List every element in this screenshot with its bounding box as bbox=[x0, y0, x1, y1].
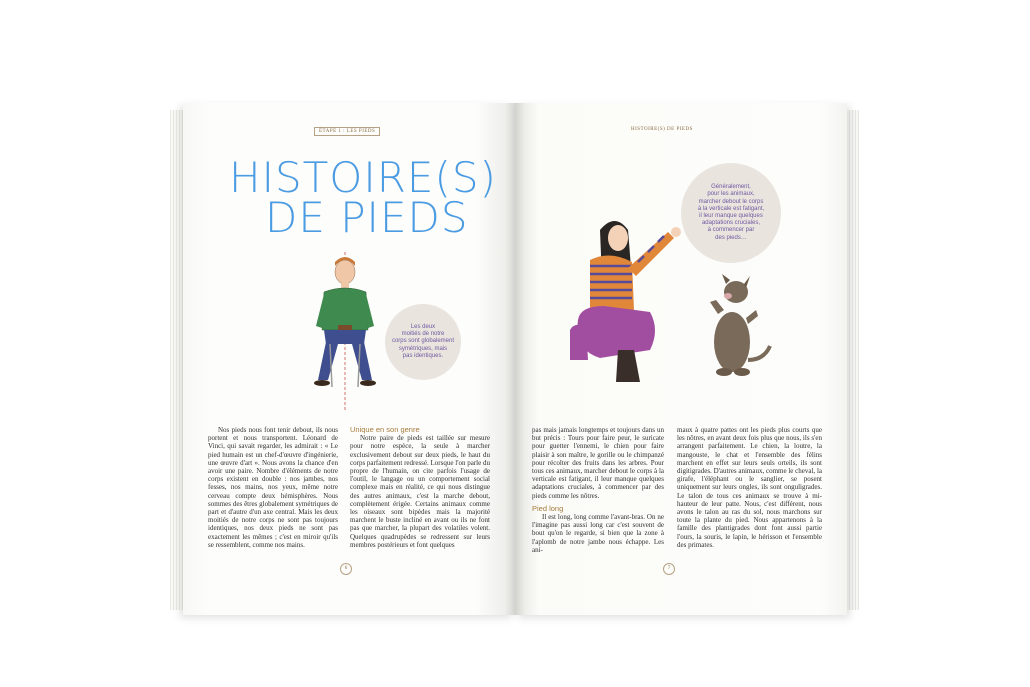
right-speech-bubble bbox=[681, 163, 781, 263]
bubble-line: à commencer par bbox=[707, 227, 755, 234]
body-paragraph: Il est long, long comme l'avant-bras. On ne l'imagine pas aussi long car c'est souvent de bout qu'on le regarde, si bien que la zone à l'aplomb de notre jambe nous échappe. Les ani- bbox=[532, 513, 664, 554]
left-column-1 bbox=[208, 426, 338, 549]
right-column-1 bbox=[532, 426, 664, 554]
bubble-line: marcher debout le corps bbox=[698, 198, 764, 205]
page-number-left: 6 bbox=[340, 563, 352, 575]
page-edges-left bbox=[170, 110, 184, 610]
dog-figure bbox=[710, 274, 770, 376]
bubble-line: adaptations cruciales, bbox=[701, 220, 761, 227]
bubble-line: il leur manque quelques bbox=[699, 213, 763, 219]
body-paragraph: pas mais jamais longtemps et toujours dans un but précis : Tours pour faire peur, le suricate pour guetter l'ennemi, le chien pour faire plaisir à son maître, le gorille ou le chimpanzé pour récolter des fruits dans les arbres. Pour tous ces animaux, marcher debout le corps à la verticale est fatigant, il leur manque quelques adaptations cruciales, à commencer par des pieds comme les nôtres. bbox=[532, 426, 664, 500]
bubble-line: corps sont globalement bbox=[391, 338, 455, 345]
chapter-title-line1: HISTOIRE(S) bbox=[229, 153, 497, 202]
page-edges-right bbox=[847, 110, 859, 610]
left-running-head: ÉTAPE 1 : LES PIEDS bbox=[314, 127, 380, 136]
right-column-2 bbox=[677, 426, 822, 549]
bubble-line: symétriques, mais bbox=[398, 345, 448, 352]
left-column-2 bbox=[350, 426, 490, 549]
bubble-line: Généralement, bbox=[711, 184, 751, 191]
bubble-line: à la verticale est fatigant, bbox=[697, 205, 765, 212]
chapter-title bbox=[229, 153, 497, 242]
book-spine bbox=[505, 103, 525, 615]
bubble-line: Les deux bbox=[410, 323, 436, 330]
body-paragraph: Nos pieds nous font tenir debout, ils nous portent et nous transportent. Léonard de Vinci, qui savait regarder, les admirait : « Le pied humain est un chef-d'œuvre d'ingénierie, une œuvre d'art ». Nous avons la chance d'en avoir une paire. Nombre d'éléments de notre corps existent en double : nos jambes, nos fesses, nos mains, nos yeux, même notre cerveau compte deux hémisphères. Nous sommes des êtres globalement symétriques de part et d'autre d'un axe central. Mais les deux moitiés de notre corps ne sont pas toujours identiques, nos deux pieds ne sont pas exactement les mêmes ; c'est en miroir qu'ils se ressemblent, comme nos mains. bbox=[208, 426, 338, 549]
left-speech-bubble bbox=[385, 304, 461, 380]
seated-man-illustration bbox=[300, 252, 390, 412]
bubble-line: pour les animaux, bbox=[707, 191, 755, 198]
bubble-line: des pieds… bbox=[715, 234, 747, 241]
body-paragraph: Notre paire de pieds est taillée sur mesure pour notre espèce, la seule à marcher exclusivement debout sur deux pieds, le haut du corps parfaitement redressé. Lorsque l'on parle du propre de l'humain, on cite parfois l'usage de l'outil, le langage ou un comportement social complexe mais en réalité, ce qui nous distingue des autres animaux, c'est la marche debout, complètement érigée. Certains animaux comme les oiseaux sont bipèdes mais la majorité marchent le buste incliné en avant ou ils ne font pas que marcher, la plupart des volatiles volent. Quelques quadrupèdes se redressent sur leurs membres postérieurs et font quelques bbox=[350, 434, 490, 549]
right-running-head: HISTOIRE(S) DE PIEDS bbox=[631, 127, 693, 132]
section-subhead: Unique en son genre bbox=[350, 425, 420, 434]
body-paragraph: maux à quatre pattes ont les pieds plus courts que les nôtres, en avant deux fois plus que nous, ils s'en arrangent parfaitement. Le chien, la loutre, la mangouste, le chat et l'ensemble des félins marchent en effet sur leurs seuls orteils, ils sont digitigrades. D'autres animaux, comme le cheval, la girafe, l'éléphant ou le sanglier, se posent uniquement sur leurs ongles, ils sont onguligrades. Le talon de tous ces animaux se trouve à mi-hauteur de leur patte. Nous, c'est différent, nous avons le talon au ras du sol, nous marchons sur toute la plante du pied. Nous appartenons à la famille des plantigrades dont font aussi partie l'ours, la souris, le lapin, le hérisson et l'ensemble des primates. bbox=[677, 426, 822, 549]
page-number-right: 7 bbox=[663, 563, 675, 575]
bubble-line: moitiés de notre bbox=[401, 331, 445, 338]
bubble-line: pas identiques. bbox=[402, 352, 444, 359]
chapter-title-line2: DE PIEDS bbox=[265, 193, 469, 242]
section-subhead: Pied long bbox=[532, 503, 564, 513]
